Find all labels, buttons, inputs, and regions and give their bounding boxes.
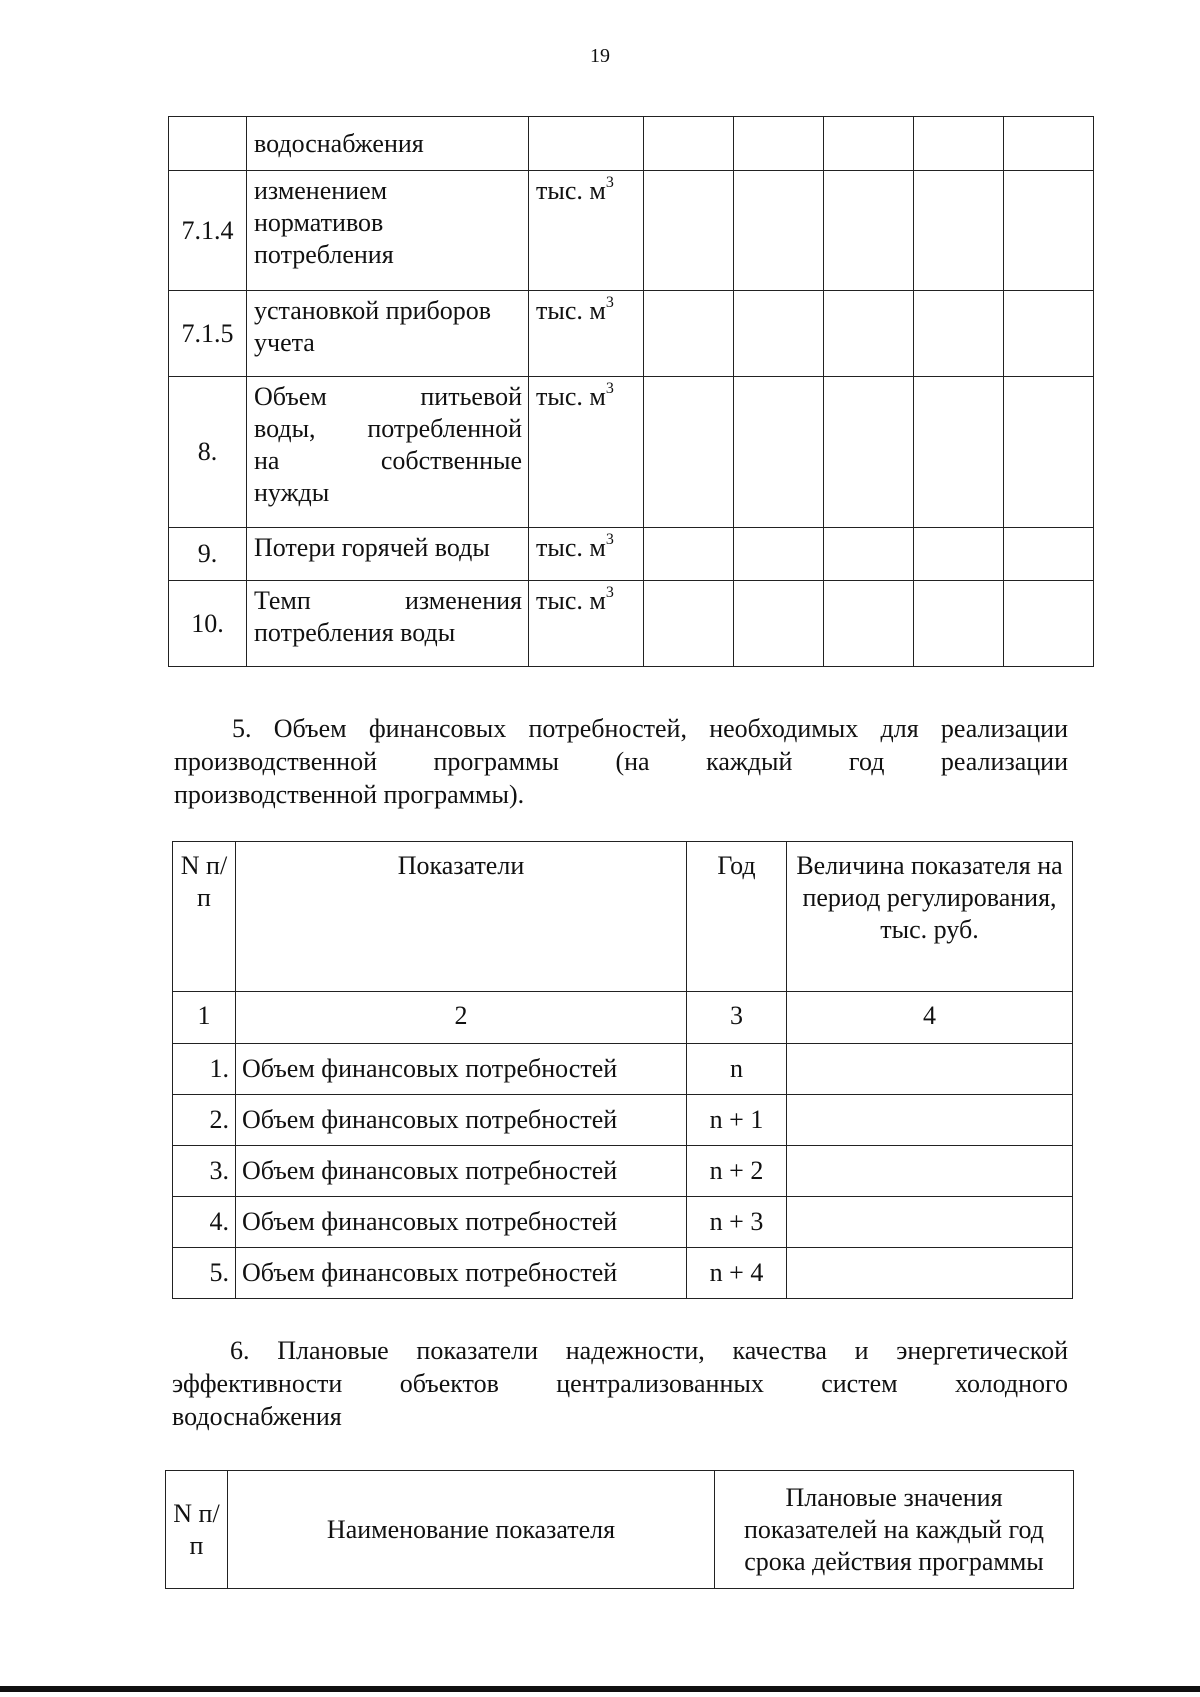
- header-year: Год: [687, 842, 787, 992]
- table-col-number-row: [173, 992, 1073, 1044]
- table-row: [169, 171, 1094, 291]
- row-year: n + 4: [687, 1248, 787, 1299]
- row-name: [247, 171, 529, 291]
- col-number: 2: [236, 992, 687, 1044]
- table-row: [173, 1248, 1073, 1299]
- header-value: Величина показателя на период регулирования, тыс. руб.: [787, 842, 1073, 992]
- row-number: 2.: [173, 1095, 236, 1146]
- row-unit: тыс. $м^3$: [529, 377, 644, 528]
- row-indicator: Объем финансовых потребностей: [236, 1095, 687, 1146]
- row-name-line: Объем питьевой: [254, 382, 522, 411]
- row-value: [787, 1044, 1073, 1095]
- row-name-line: Темп изменения: [254, 586, 522, 615]
- header-num: N п/п: [166, 1471, 228, 1589]
- row-name: водоснабжения: [247, 117, 529, 171]
- row-unit: тыс. $м^3$: [529, 581, 644, 667]
- paragraph-line: 5. Объем финансовых потребностей, необходимых для реализации: [232, 714, 1068, 743]
- row-name-line: на собственные: [254, 446, 522, 475]
- row-number: 9.: [169, 528, 247, 581]
- table-row: [169, 291, 1094, 377]
- row-name: [247, 377, 529, 528]
- row-year: n + 2: [687, 1146, 787, 1197]
- row-number: 4.: [173, 1197, 236, 1248]
- row-number: 7.1.4: [169, 171, 247, 291]
- row-value: [787, 1146, 1073, 1197]
- page-number: 19: [590, 45, 610, 67]
- row-unit: [529, 117, 644, 171]
- table-row: [169, 581, 1094, 667]
- row-number: 10.: [169, 581, 247, 667]
- row-number: [169, 117, 247, 171]
- row-name-line: изменением: [254, 176, 388, 205]
- row-name: [247, 581, 529, 667]
- row-indicator: Объем финансовых потребностей: [236, 1044, 687, 1095]
- paragraph-line: 6. Плановые показатели надежности, качества и энергетической: [230, 1336, 1068, 1365]
- row-name-line: Потери горячей воды: [254, 533, 490, 562]
- table-header-row: [173, 842, 1073, 992]
- paragraph-line: водоснабжения: [172, 1402, 342, 1431]
- section-5-heading: [174, 712, 1068, 811]
- paragraph-line: эффективности объектов централизованных систем холодного: [172, 1369, 1068, 1398]
- paragraph-line: производственной программы).: [174, 780, 525, 809]
- row-name: [247, 291, 529, 377]
- col-number: 4: [787, 992, 1073, 1044]
- table-row: [173, 1095, 1073, 1146]
- header-indicator-name: Наименование показателя: [228, 1471, 715, 1589]
- row-number: 3.: [173, 1146, 236, 1197]
- row-number: 5.: [173, 1248, 236, 1299]
- table-header-row: [166, 1471, 1074, 1589]
- row-name-line: нужды: [254, 478, 330, 507]
- row-unit: тыс. $м^3$: [529, 291, 644, 377]
- table-row: [169, 528, 1094, 581]
- table-row: [173, 1044, 1073, 1095]
- row-name: [247, 528, 529, 581]
- row-value: [787, 1095, 1073, 1146]
- row-indicator: Объем финансовых потребностей: [236, 1146, 687, 1197]
- table-row: [169, 117, 1094, 171]
- section-6-heading: [172, 1334, 1068, 1433]
- page-bottom-edge: [0, 1686, 1200, 1692]
- row-name-line: нормативов: [254, 208, 384, 237]
- row-name-line: установкой приборов: [254, 296, 492, 325]
- row-name-line: учета: [254, 328, 315, 357]
- row-value: [787, 1248, 1073, 1299]
- row-unit: тыс. $м^3$: [529, 171, 644, 291]
- row-year: n: [687, 1044, 787, 1095]
- header-planned-values: Плановые значения показателей на каждый год срока действия программы: [715, 1471, 1074, 1589]
- row-number: 1.: [173, 1044, 236, 1095]
- row-indicator: Объем финансовых потребностей: [236, 1248, 687, 1299]
- col-number: 3: [687, 992, 787, 1044]
- row-name-line: воды, потребленной: [254, 414, 522, 443]
- consumption-table: [168, 116, 1094, 667]
- row-year: n + 3: [687, 1197, 787, 1248]
- table-row: [169, 377, 1094, 528]
- row-unit: тыс. $м^3$: [529, 528, 644, 581]
- row-name-line: потребления воды: [254, 618, 456, 647]
- header-num: N п/п: [173, 842, 236, 992]
- paragraph-line: производственной программы (на каждый год реализации: [174, 747, 1068, 776]
- row-number: 8.: [169, 377, 247, 528]
- row-name-line: потребления: [254, 240, 394, 269]
- header-indicator: Показатели: [236, 842, 687, 992]
- row-year: n + 1: [687, 1095, 787, 1146]
- col-number: 1: [173, 992, 236, 1044]
- row-indicator: Объем финансовых потребностей: [236, 1197, 687, 1248]
- table-row: [173, 1197, 1073, 1248]
- table-row: [173, 1146, 1073, 1197]
- planned-indicators-table: [165, 1470, 1074, 1589]
- financial-needs-table: [172, 841, 1073, 1299]
- row-value: [787, 1197, 1073, 1248]
- row-number: 7.1.5: [169, 291, 247, 377]
